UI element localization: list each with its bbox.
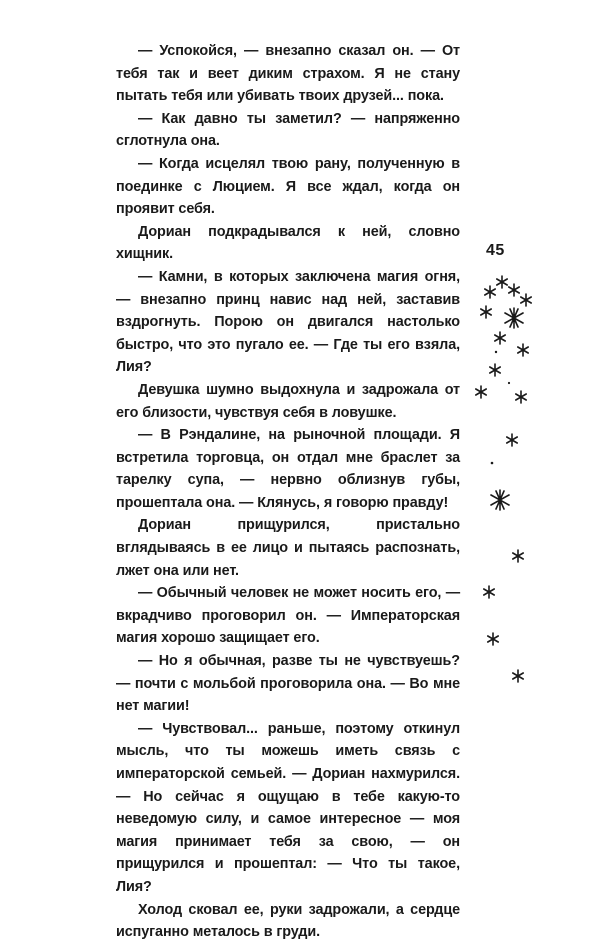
paragraph: — Успокойся, — внезапно сказал он. — От тебя так и веет диким страхом. Я не стану пытать тебя или убивать твоих друзей... пока.	[116, 43, 460, 105]
paragraph: — Обычный человек не может носить его, — вкрадчиво проговорил он. — Императорская магия хорошо защищает его.	[116, 585, 460, 647]
paragraph: — В Рэндалине, на рыночной площади. Я встретила торговца, он отдал мне браслет за тарелку супа, — нервно облизнув губы, прошептала она. — Клянусь, я говорю правду!	[116, 427, 460, 511]
paragraph: — Камни, в которых заключена магия огня, — внезапно принц навис над ней, заставив вздрогнуть. Порою он двигался настолько быстро, что это пугало ее. — Где ты его взяла, Лия?	[116, 268, 460, 376]
star-icon	[513, 550, 523, 562]
page-number: 45	[486, 242, 505, 259]
star-icon	[490, 364, 500, 376]
star-icon	[509, 284, 519, 296]
star-icon	[476, 386, 486, 398]
paragraph: Девушка шумно выдохнула и задрожала от его близости, чувствуя себя в ловушке.	[116, 381, 460, 421]
star-icon	[513, 670, 523, 682]
paragraph: — Но я обычная, разве ты не чувствуешь? — почти с мольбой проговорила она. — Во мне нет магии!	[116, 653, 460, 715]
paragraph: Дориан прищурился, пристально вглядываясь в ее лицо и пытаясь распознать, лжет она или нет.	[116, 517, 460, 579]
star-icon	[481, 306, 491, 318]
star-icon	[505, 308, 523, 328]
star-icon	[495, 332, 505, 344]
star-icon	[491, 490, 509, 510]
paragraph: Дориан подкрадывался к ней, словно хищник.	[116, 223, 460, 263]
dot-decoration	[508, 382, 510, 384]
paragraph: Холод сковал ее, руки задрожали, а сердце испуганно металось в груди.	[116, 901, 460, 941]
star-icon	[497, 276, 507, 288]
star-icon	[518, 344, 528, 356]
star-icon	[521, 294, 531, 306]
paragraph: — Как давно ты заметил? — напряженно сглотнула она.	[116, 110, 460, 150]
star-icon	[516, 391, 526, 403]
star-icon	[485, 286, 495, 298]
paragraph: — Чувствовал... раньше, поэтому откинул мысль, что ты можешь иметь связь с императорской семьей. — Дориан нахмурился. — Но сейчас я ощущаю в тебе какую-то неведомую силу, и самое интересное — моя магия принимает тебя за свою, — он прищурился и прошептал: — Что ты такое, Лия?	[116, 720, 460, 895]
star-icon	[484, 586, 494, 598]
star-icon	[488, 633, 498, 645]
dot-decoration	[491, 462, 494, 465]
dot-decoration	[495, 351, 497, 353]
star-icon	[507, 434, 517, 446]
paragraph: — Когда исцелял твою рану, полученную в поединке с Люцием. Я все ждал, когда он проявит себя.	[116, 155, 460, 218]
